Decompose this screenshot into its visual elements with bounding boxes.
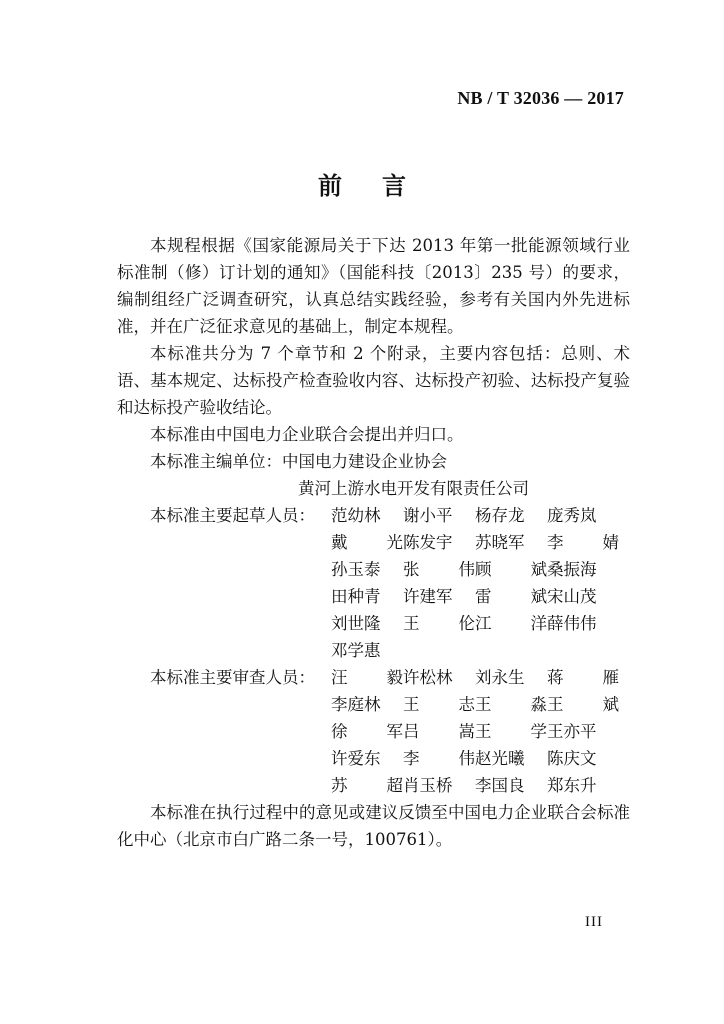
- person-name: 雷斌: [475, 587, 547, 606]
- paragraph-contents: [117, 340, 630, 421]
- page-title: 前言: [318, 172, 446, 200]
- drafters-row: [331, 502, 631, 529]
- reviewers-row: [331, 664, 631, 691]
- drafters-row: [331, 583, 631, 610]
- chief-editors-label: 本标准主编单位：: [150, 452, 282, 471]
- person-name: 陈发宇: [403, 533, 453, 552]
- reviewers-row: [331, 691, 631, 718]
- paragraph-feedback: [117, 799, 630, 853]
- drafters-row: [331, 610, 631, 637]
- person-name: 王亦平: [547, 722, 597, 741]
- chief-editor-org-1: 中国电力建设企业协会: [282, 452, 447, 471]
- person-name: 庞秀岚: [547, 506, 597, 525]
- person-name: 赵光曦: [475, 749, 525, 768]
- paragraph-proposer: [117, 421, 630, 448]
- person-name: 顾斌: [475, 560, 547, 579]
- person-name: 吕嵩: [403, 722, 475, 741]
- reviewers-list: [331, 664, 631, 799]
- reviewers-row: [331, 745, 631, 772]
- person-name: 郑东升: [547, 776, 597, 795]
- paragraph-text: 本标准在执行过程中的意见或建议反馈至中国电力企业联合会标准化中心（北京市白广路二条一号，100761）。: [117, 803, 630, 849]
- paragraph-text: 本规程根据《国家能源局关于下达 2013 年第一批能源领域行业标准制（修）订计划的通知》（国能科技〔2013〕235 号）的要求，编制组经广泛调查研究，认真总结实践经验，参考有关国内外先进标准，并在广泛征求意见的基础上，制定本规程。: [117, 236, 630, 336]
- person-name: 王学: [475, 722, 547, 741]
- drafters-row: [331, 637, 631, 664]
- paragraph-text: 本标准由中国电力企业联合会提出并归口。: [150, 425, 464, 444]
- person-name: 李庭林: [331, 695, 381, 714]
- person-name: 江洋: [475, 614, 547, 633]
- person-name: 许爱东: [331, 749, 381, 768]
- drafters-row: [331, 529, 631, 556]
- person-name: 蒋雁: [547, 668, 619, 687]
- person-name: 杨存龙: [475, 506, 525, 525]
- drafters-label: 本标准主要起草人员：: [150, 506, 315, 525]
- person-name: 孙玉泰: [331, 560, 381, 579]
- person-name: 宋山茂: [547, 587, 597, 606]
- standard-code: NB / T 32036 — 2017: [457, 88, 624, 108]
- person-name: 田种青: [331, 587, 381, 606]
- person-name: 许松林: [403, 668, 453, 687]
- person-name: 李伟: [403, 749, 475, 768]
- person-name: 苏晓军: [475, 533, 525, 552]
- person-name: 王淼: [475, 695, 547, 714]
- person-name: 薛伟伟: [547, 614, 597, 633]
- person-name: 桑振海: [547, 560, 597, 579]
- person-name: 陈庆文: [547, 749, 597, 768]
- chief-editor-org-2: 黄河上游水电开发有限责任公司: [298, 479, 529, 498]
- page-number: III: [585, 914, 603, 930]
- person-name: 张伟: [403, 560, 475, 579]
- person-name: 刘世隆: [331, 614, 381, 633]
- person-name: 刘永生: [475, 668, 525, 687]
- person-name: 苏超: [331, 776, 403, 795]
- paragraph-basis: [117, 232, 630, 340]
- reviewers-label: 本标准主要审查人员：: [150, 668, 315, 687]
- person-name: 李婧: [547, 533, 619, 552]
- paragraph-text: [117, 448, 630, 475]
- person-name: 王斌: [547, 695, 619, 714]
- person-name: 王志: [403, 695, 475, 714]
- reviewers-row: [331, 718, 631, 745]
- person-name: 王伦: [403, 614, 475, 633]
- person-name: 谢小平: [403, 506, 453, 525]
- person-name: 邓学惠: [331, 641, 381, 660]
- person-name: 汪毅: [331, 668, 403, 687]
- person-name: 肖玉桥: [403, 776, 453, 795]
- drafters-row: [331, 556, 631, 583]
- paragraph-text: 本标准共分为 7 个章节和 2 个附录，主要内容包括：总则、术语、基本规定、达标投产检查验收内容、达标投产初验、达标投产复验和达标投产验收结论。: [117, 344, 630, 417]
- person-name: 李国良: [475, 776, 525, 795]
- person-name: 徐军: [331, 722, 403, 741]
- person-name: 范幼林: [331, 506, 381, 525]
- paragraph-chief-editors: [117, 448, 630, 475]
- drafters-list: [331, 502, 631, 664]
- person-name: 戴光: [331, 533, 403, 552]
- person-name: 许建军: [403, 587, 453, 606]
- reviewers-row: [331, 772, 631, 799]
